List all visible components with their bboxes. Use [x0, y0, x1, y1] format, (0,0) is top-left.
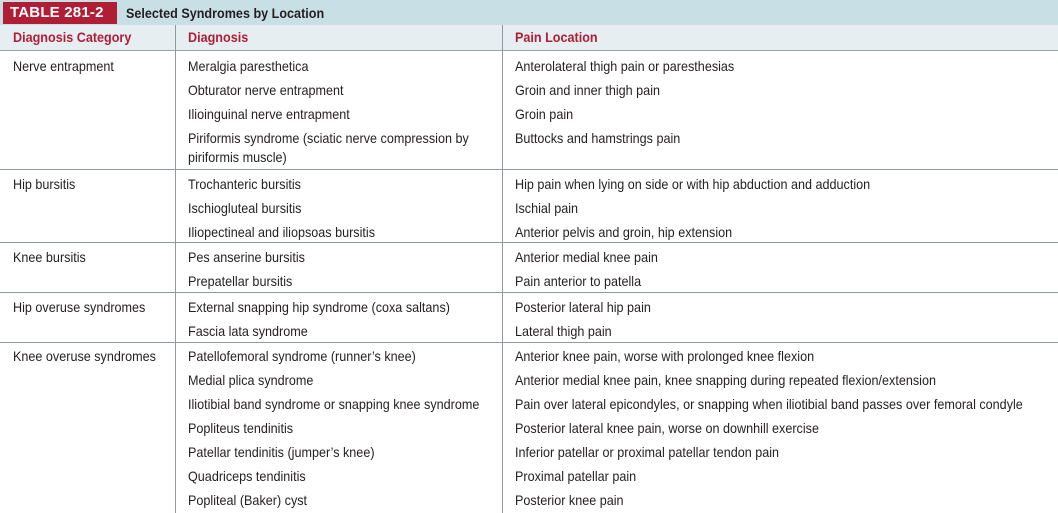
diagnosis-cell: Quadriceps tendinitis — [188, 468, 306, 484]
row-divider — [0, 169, 1058, 170]
pain-location-cell: Posterior lateral hip pain — [515, 299, 651, 315]
diagnosis-cell: Medial plica syndrome — [188, 372, 314, 388]
diagnosis-cell: Popliteal (Baker) cyst — [188, 492, 308, 508]
pain-location-cell: Lateral thigh pain — [515, 323, 612, 339]
category-cell: Hip bursitis — [13, 176, 76, 192]
diagnosis-cell: External snapping hip syndrome (coxa saltans) — [188, 299, 450, 315]
diagnosis-cell: Popliteus tendinitis — [188, 420, 294, 436]
diagnosis-cell: Pes anserine bursitis — [188, 249, 305, 265]
pain-location-cell: Proximal patellar pain — [515, 468, 637, 484]
pain-location-cell: Pain over lateral epicondyles, or snapping when iliotibial band passes over femoral condyle — [515, 396, 1023, 412]
category-cell: Knee bursitis — [13, 249, 86, 265]
category-cell: Nerve entrapment — [13, 58, 114, 74]
diagnosis-cell: Trochanteric bursitis — [188, 176, 301, 192]
pain-location-cell: Groin pain — [515, 106, 574, 122]
pain-location-cell: Pain anterior to patella — [515, 273, 642, 289]
pain-location-cell: Anterior medial knee pain, knee snapping during repeated flexion/extension — [515, 372, 936, 388]
table-title-bar — [0, 0, 1058, 25]
header-pain-location: Pain Location — [515, 29, 598, 45]
pain-location-cell: Inferior patellar or proximal patellar tendon pain — [515, 444, 780, 460]
pain-location-cell: Buttocks and hamstrings pain — [515, 130, 681, 146]
diagnosis-cell: Iliotibial band syndrome or snapping knee syndrome — [188, 396, 480, 412]
diagnosis-cell: Iliopectineal and iliopsoas bursitis — [188, 224, 376, 240]
column-divider — [502, 25, 503, 513]
table-header-row — [0, 25, 1058, 51]
table-title: Selected Syndromes by Location — [126, 5, 325, 21]
diagnosis-cell: Patellar tendinitis (jumper’s knee) — [188, 444, 375, 460]
diagnosis-cell: Piriformis syndrome (sciatic nerve compression by piriformis muscle) — [188, 130, 469, 165]
pain-location-cell: Posterior knee pain — [515, 492, 624, 508]
category-cell: Hip overuse syndromes — [13, 299, 146, 315]
diagnosis-cell: Patellofemoral syndrome (runner’s knee) — [188, 348, 416, 364]
diagnosis-cell: Ilioinguinal nerve entrapment — [188, 106, 350, 122]
pain-location-cell: Posterior lateral knee pain, worse on downhill exercise — [515, 420, 819, 436]
diagnosis-cell: Ischiogluteal bursitis — [188, 200, 302, 216]
pain-location-cell: Anterior pelvis and groin, hip extension — [515, 224, 733, 240]
pain-location-cell: Anterolateral thigh pain or paresthesias — [515, 58, 735, 74]
pain-location-cell: Hip pain when lying on side or with hip abduction and adduction — [515, 176, 871, 192]
table-number-label: TABLE 281-2 — [3, 2, 117, 24]
diagnosis-cell: Meralgia paresthetica — [188, 58, 309, 74]
pain-location-cell: Groin and inner thigh pain — [515, 82, 660, 98]
pain-location-cell: Ischial pain — [515, 200, 579, 216]
category-cell: Knee overuse syndromes — [13, 348, 156, 364]
header-diagnosis: Diagnosis — [188, 29, 249, 45]
row-divider — [0, 242, 1058, 243]
header-diagnosis-category: Diagnosis Category — [13, 29, 132, 45]
row-divider — [0, 292, 1058, 293]
pain-location-cell: Anterior knee pain, worse with prolonged knee flexion — [515, 348, 815, 364]
pain-location-cell: Anterior medial knee pain — [515, 249, 658, 265]
column-divider — [175, 25, 176, 513]
diagnosis-cell: Fascia lata syndrome — [188, 323, 308, 339]
row-divider — [0, 342, 1058, 343]
diagnosis-cell: Obturator nerve entrapment — [188, 82, 344, 98]
diagnosis-cell: Prepatellar bursitis — [188, 273, 293, 289]
